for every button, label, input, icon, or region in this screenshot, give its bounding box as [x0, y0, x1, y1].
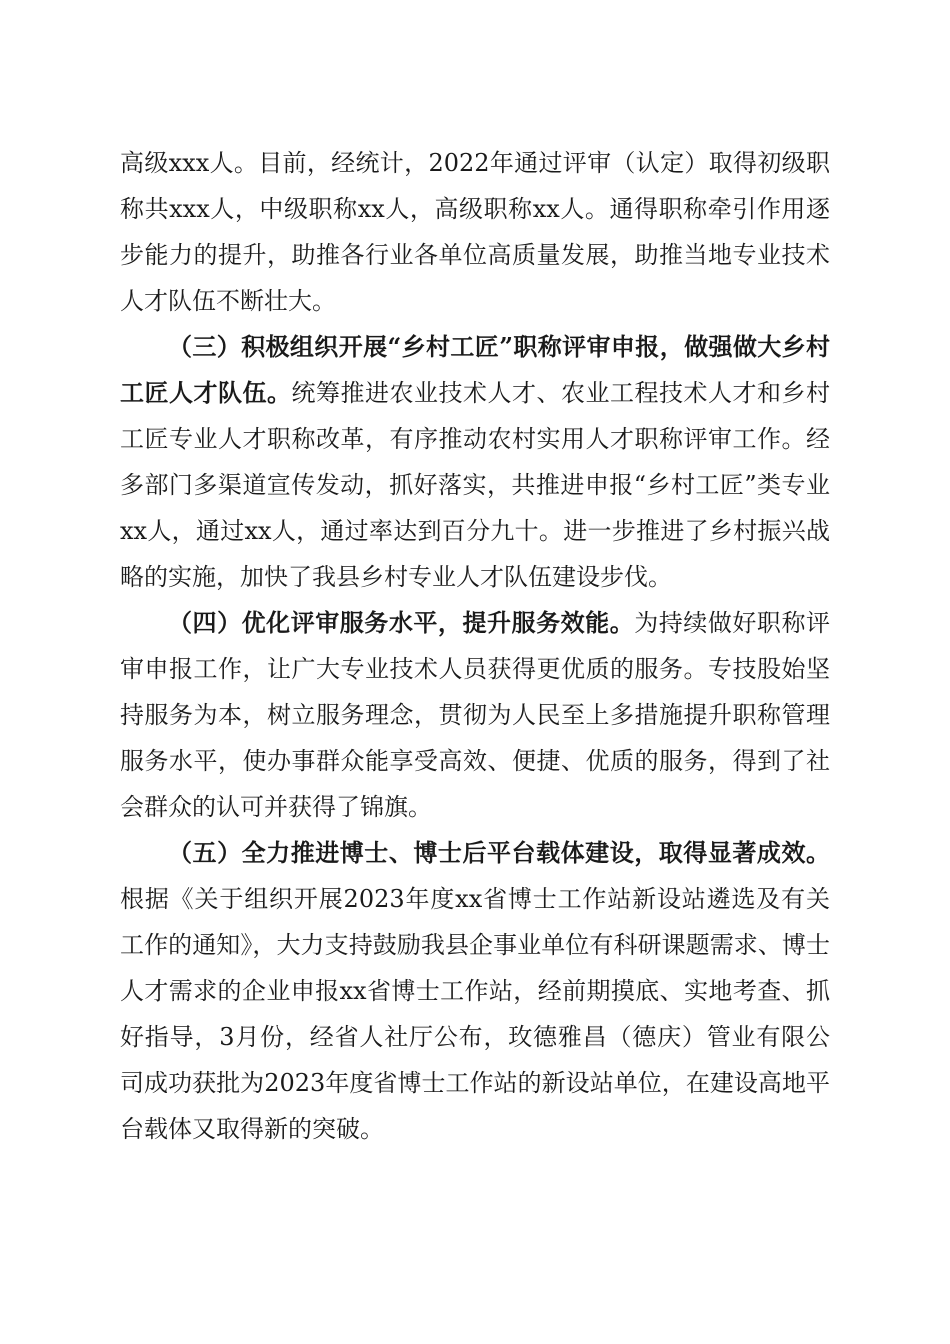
paragraph-body: 根据《关于组织开展2023年度xx省博士工作站新设站遴选及有关工作的通知》，大力支持鼓励我县企事业单位有科研课题需求、博士人才需求的企业申报xx省博士工作站，经前期摸底、实地考查、抓好指导，3月份，经省人社厅公布，玫德雅昌（德庆）管业有限公司成功获批为2023年度省博士工作站的新设站单位，在建设高地平台载体又取得新的突破。 — [120, 885, 830, 1143]
section-heading-3: （三）积极组织开展“乡村工匠”职称评审申报，做强做大乡村工匠人才队伍。 — [120, 332, 830, 407]
section-heading-5: （五）全力推进博士、博士后平台载体建设，取得显著成效。 — [168, 838, 830, 867]
paragraph-section-5 — [120, 830, 830, 1152]
section-heading-4: （四）优化评审服务水平，提升服务效能。 — [168, 608, 635, 637]
paragraph-section-4 — [120, 600, 830, 830]
paragraph-section-3 — [120, 324, 830, 600]
paragraph-continuation — [120, 140, 830, 324]
paragraph-body: 高级xxx人。目前，经统计，2022年通过评审（认定）取得初级职称共xxx人，中级职称xx人，高级职称xx人。通得职称牵引作用逐步能力的提升，助推各行业各单位高质量发展，助推当地专业技术人才队伍不断壮大。 — [120, 149, 830, 315]
paragraph-body: 统筹推进农业技术人才、农业工程技术人才和乡村工匠专业人才职称改革，有序推动农村实用人才职称评审工作。经多部门多渠道宣传发动，抓好落实，共推进申报“乡村工匠”类专业xx人，通过xx人，通过率达到百分九十。进一步推进了乡村振兴战略的实施，加快了我县乡村专业人才队伍建设步伐。 — [120, 379, 830, 591]
paragraph-body: 为持续做好职称评审申报工作，让广大专业技术人员获得更优质的服务。专技股始坚持服务为本，树立服务理念，贯彻为人民至上多措施提升职称管理服务水平，使办事群众能享受高效、便捷、优质的服务，得到了社会群众的认可并获得了锦旗。 — [120, 609, 831, 821]
document-body — [120, 140, 830, 1152]
